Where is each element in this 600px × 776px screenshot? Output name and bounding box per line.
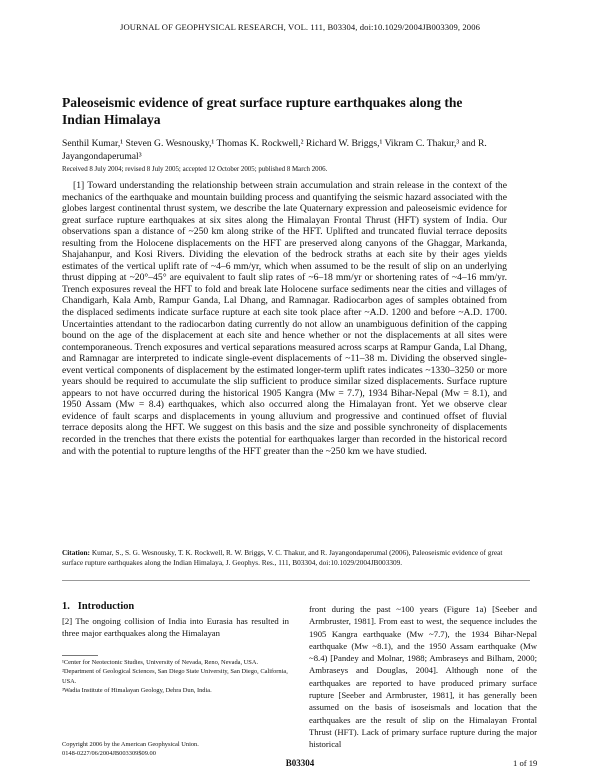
footnote: ²Department of Geological Sciences, San Diego State University, San Diego, California, USA. [62, 668, 288, 685]
abstract: [1] Toward understanding the relationship between strain accumulation and strain release in the context of the mechanics of the earthquake and mountain building process and quantifying the seismic hazard associated with the globes largest continental thrust system, we describe the late Quaternary expression and paleoseismic evidence for great surface rupture earthquakes at six sites along the Himalayan Frontal Thrust (HFT) system of India. Our observations span a distance of ~250 km along strike of the HFT. Uplifted and truncated fluvial terrace deposits resulting from the Holocene displacements on the HFT are preserved along canyons of the Ghaggar, Markanda, Shajahanpur, and Kosi Rivers. Dividing the elevation of the bedrock straths at each site by their ages yields estimates of the vertical uplift rate of ~4–6 mm/yr, which when assumed to be the result of slip on an underlying thrust dipping at ~20°–45° are equivalent to fault slip rates of ~6–18 mm/yr or shortening rates of ~4–16 mm/yr. Trench exposures reveal the HFT to fold and break late Holocene surface sediments near the cities and villages of Chandigarh, Kala Amb, Rampur Ganda, Lal Dhang, and Ramnagar. Radiocarbon ages of samples obtained from the displaced sediments indicate surface rupture at each site took place after ~A.D. 1200 and before ~A.D. 1700. Uncertainties attendant to the radiocarbon dating currently do not allow an unambiguous definition of the capping bound on the age of the displacement at each site and hence whether or not the displacements at all sites were contemporaneous. Trench exposures and vertical separations measured across scarps at Rampur Ganda, Lal Dhang, and Ramnagar are interpreted to indicate single-event displacements of ~11–38 m. Dividing the observed single-event vertical components of displacement by the estimated longer-term uplift rates indicates ~1330–3250 or more years should be required to accumulate the slip sufficient to produce similar sized displacements. Surface rupture appears to not have occurred during the historical 1905 Kangra (Mw = 7.7), 1934 Bihar-Nepal (Mw = 8.1), and 1950 Assam (Mw = 8.4) earthquakes, which also occurred along the Himalayan front. Yet we observe clear evidence of fault scarps and displacements in young alluvium and progressive and continued offset of fluvial terrace deposits along the HFT. We suggest on this basis and the size and possible synchroneity of displacements recorded in the trenches that there exists the potential for earthquakes larger than recorded in the historical record and with the potential to rupture lengths of the HFT greater than the ~250 km we have studied. [62, 180, 507, 457]
issn-line: 0148-0227/06/2004JB003309$09.00 [62, 750, 156, 757]
intro-paragraph-right: front during the past ~100 years (Figure 1a) [Seeber and Armbruster, 1981]. From east to west, the sequence includes the 1905 Kangra earthquake (Mw ~7.7), the 1934 Bihar-Nepal earthquake (Mw ~8.1), and the 1950 Assam earthquake (Mw ~8.4) [Pandey and Molnar, 1988; Ambraseys and Bilham, 2000; Ambraseys and Douglas, 2004]. Although none of the earthquakes are reported to have produced primary surface rupture [Seeber and Armbruster, 1981], it has generally been assumed on the basis of isoseismals and location that the earthquakes are the result of slip on the Himalayan Frontal Thrust (HFT). Lack of primary surface rupture during the major historical [309, 604, 537, 750]
affiliation-footnotes [62, 658, 289, 695]
section-number: 1. [62, 601, 70, 612]
publication-dates: Received 8 July 2004; revised 8 July 2005; accepted 12 October 2005; published 8 March 2006. [62, 166, 328, 173]
footnote-divider [62, 655, 98, 656]
page-number: 1 of 19 [513, 758, 538, 768]
running-head: JOURNAL OF GEOPHYSICAL RESEARCH, VOL. 111, B03304, doi:10.1029/2004JB003309, 2006 [120, 22, 480, 32]
citation-label: Citation: [62, 548, 90, 557]
citation [62, 548, 512, 568]
section-heading [62, 601, 134, 612]
author-list: Senthil Kumar,¹ Steven G. Wesnousky,¹ Thomas K. Rockwell,² Richard W. Briggs,¹ Vikram C. Thakur,³ and R. Jayangondaperumal³ [62, 138, 487, 162]
copyright-notice [62, 740, 289, 758]
article-title: Paleoseismic evidence of great surface rupture earthquakes along the Indian Himalaya [62, 95, 463, 127]
article-id: B03304 [285, 758, 315, 768]
copyright-line: Copyright 2006 by the American Geophysical Union. [62, 741, 199, 748]
citation-text: Kumar, S., S. G. Wesnousky, T. K. Rockwell, R. W. Briggs, V. C. Thakur, and R. Jayangondaperumal (2006), Paleoseismic evidence of great surface rupture earthquakes along the Indian Himalaya, J. Geophys. Res., 111, B03304, doi:10.1029/2004JB003309. [62, 548, 503, 567]
footnote: ¹Center for Neotectonic Studies, University of Nevada, Reno, Nevada, USA. [62, 659, 259, 666]
footnote: ³Wadia Institute of Himalayan Geology, Dehra Dun, India. [62, 686, 212, 694]
section-divider [62, 580, 530, 581]
section-title: Introduction [77, 601, 135, 612]
intro-paragraph-left: [2] The ongoing collision of India into Eurasia has resulted in three major earthquakes along the Himalayan [62, 616, 289, 639]
